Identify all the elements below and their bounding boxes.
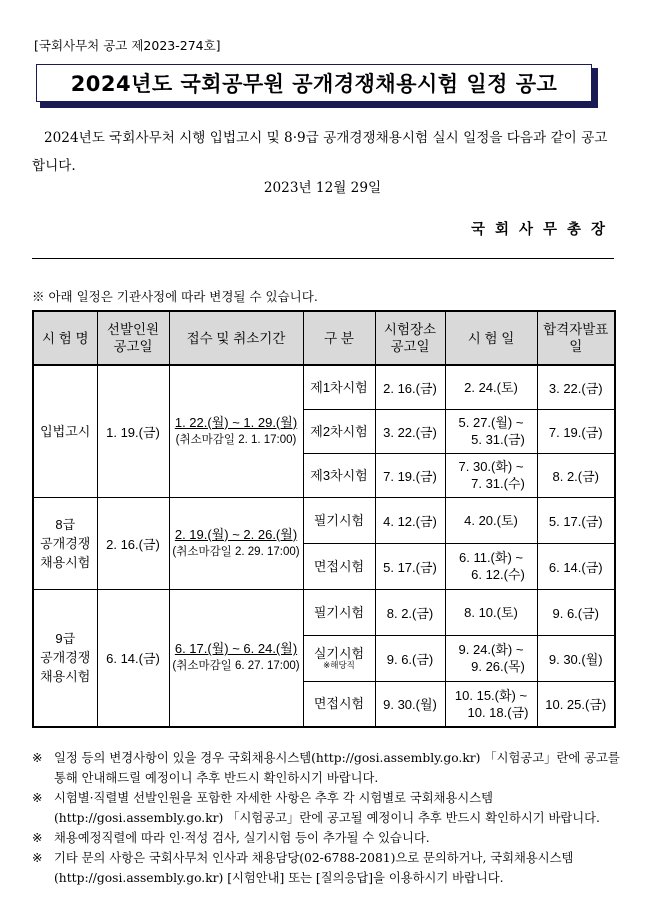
header-period: 접수 및 취소기간 [169,311,303,365]
schedule-change-note: ※ 아래 일정은 기관사정에 따라 변경될 수 있습니다. [32,289,318,304]
quota-date-cell: 2. 16.(금) [97,497,169,589]
exam-date-line: 9. 26.(목) [471,659,525,674]
table-row [33,365,615,409]
venue-date-cell: 3. 22.(금) [375,409,445,453]
category-cell [303,543,375,589]
application-period-cell [169,365,303,497]
exam-name-line: 입법고시 [40,423,91,439]
category-label: 면접시험 [313,558,365,574]
exam-date-line: 5. 27.(월) ~ [458,415,524,430]
exam-date-line: 7. 31.(수) [471,476,525,491]
footnote [32,828,622,848]
period-range: 6. 17.(월) ~ 6. 24.(월) [174,641,298,657]
exam-name-line: 공개경쟁 [40,650,91,666]
exam-date-line: 10. 15.(화) ~ [454,687,528,703]
result-date-cell: 7. 19.(금) [537,409,615,453]
exam-date-line: 6. 11.(화) ~ [459,550,523,565]
category-label: 실기시험 [313,646,365,661]
exam-name-line: 8급 [55,516,76,532]
exam-date-cell [445,635,537,681]
schedule-table [32,310,616,728]
signer: 국회사무총장 [470,222,615,238]
category-cell [303,409,375,453]
venue-date-cell: 4. 12.(금) [375,497,445,543]
exam-date-line: 4. 20.(토) [464,512,518,528]
footnotes [32,748,622,888]
footnote [32,748,622,788]
period-range: 1. 22.(월) ~ 1. 29.(월) [174,414,298,430]
exam-date-line: 7. 30.(화) ~ [458,459,524,474]
category-cell [303,365,375,409]
application-period-cell [169,589,303,727]
category-label: 필기시험 [313,512,365,528]
notice-number: [국회사무처 공고 제2023-274호] [34,38,221,53]
result-date-cell: 9. 6.(금) [537,589,615,635]
category-label: 필기시험 [313,604,365,620]
exam-date-cell [445,453,537,497]
footnote [32,848,622,888]
venue-date-cell: 7. 19.(금) [375,453,445,497]
header-exam-name: 시 험 명 [33,311,97,365]
result-date-cell: 3. 22.(금) [537,365,615,409]
exam-date-line: 8. 10.(토) [464,604,518,620]
table-header-row [33,311,615,365]
footnote-mark: ※ [32,851,43,865]
intro-paragraph: 2024년도 국회사무처 시행 입법고시 및 8·9급 공개경쟁채용시험 실시 일정을 다음과 같이 공고합니다. [32,130,608,174]
venue-date-cell: 2. 16.(금) [375,365,445,409]
exam-name-line: 공개경쟁 [40,535,91,551]
category-label: 제2차시험 [310,423,368,439]
footnote-text: 시험별·직렬별 선발인원을 포함한 자세한 사항은 추후 각 시험별로 국회채용시스템(http://gosi.assembly.go.kr) 「시험공고」란에 공고될 예정이니 추후 반드시 확인하시기 바랍니다. [54,791,600,825]
venue-date-cell: 9. 30.(월) [375,681,445,727]
header-quota-date: 선발인원 공고일 [97,311,169,365]
period-range: 2. 19.(월) ~ 2. 26.(월) [174,526,298,542]
table-row [33,589,615,635]
footnote-text: 기타 문의 사항은 국회사무처 인사과 채용담당(02-6788-2081)으로 문의하거나, 국회채용시스템 (http://gosi.assembly.go.kr) [시험안내] 또는 [질의응답]을 이용하시기 바랍니다. [54,851,574,885]
header-result-date: 합격자발표일 [537,311,615,365]
footnote-text: 일정 등의 변경사항이 있을 경우 국회채용시스템(http://gosi.assembly.go.kr) 「시험공고」란에 공고를 통해 안내해드릴 예정이니 추후 반드시 확인하시기 바랍니다. [54,751,620,785]
exam-date-line: 2. 24.(토) [464,379,518,395]
header-exam-date: 시 험 일 [445,311,537,365]
result-date-cell: 9. 30.(월) [537,635,615,681]
category-cell [303,453,375,497]
exam-date-line: 6. 12.(수) [471,567,525,582]
footnote [32,788,622,828]
footnote-mark: ※ [32,751,43,765]
exam-date-line: 5. 31.(금) [471,432,525,447]
exam-date-cell [445,589,537,635]
venue-date-cell: 9. 6.(금) [375,635,445,681]
exam-name-line: 채용시험 [40,669,91,685]
divider [32,258,614,259]
result-date-cell: 8. 2.(금) [537,453,615,497]
category-label: 제1차시험 [310,379,368,395]
venue-date-cell: 5. 17.(금) [375,543,445,589]
category-label: 제3차시험 [310,467,368,483]
exam-date-cell [445,497,537,543]
exam-date-line: 9. 24.(화) ~ [458,642,524,657]
exam-date-line: 10. 18.(금) [467,704,529,720]
category-cell [303,497,375,543]
result-date-cell: 5. 17.(금) [537,497,615,543]
exam-date-cell [445,681,537,727]
category-sub-label: ※해당직 [323,660,355,670]
category-label: 면접시험 [313,696,365,712]
category-cell [303,635,375,681]
venue-date-cell: 8. 2.(금) [375,589,445,635]
footnote-mark: ※ [32,831,43,845]
exam-name-cell [33,497,97,589]
footnote-text: 채용예정직렬에 따라 인·적성 검사, 실기시험 등이 추가될 수 있습니다. [54,831,430,845]
cancel-deadline: (취소마감일 6. 27. 17:00) [172,660,300,673]
title-box [36,64,592,102]
page-title: 2024년도 국회공무원 공개경쟁채용시험 일정 공고 [70,72,558,96]
exam-name-line: 9급 [55,631,76,647]
table-row [33,497,615,543]
exam-date-cell [445,365,537,409]
notice-date: 2023년 12월 29일 [263,180,382,196]
header-category: 구 분 [303,311,375,365]
category-cell [303,681,375,727]
result-date-cell: 6. 14.(금) [537,543,615,589]
exam-name-cell [33,589,97,727]
application-period-cell [169,497,303,589]
exam-name-cell [33,365,97,497]
cancel-deadline: (취소마감일 2. 29. 17:00) [172,545,300,558]
exam-name-line: 채용시험 [40,554,91,570]
footnote-mark: ※ [32,791,43,805]
quota-date-cell: 6. 14.(금) [97,589,169,727]
cancel-deadline: (취소마감일 2. 1. 17:00) [175,433,297,446]
result-date-cell: 10. 25.(금) [537,681,615,727]
category-cell [303,589,375,635]
exam-date-cell [445,543,537,589]
header-venue-date: 시험장소 공고일 [375,311,445,365]
quota-date-cell: 1. 19.(금) [97,365,169,497]
table-body [33,365,615,727]
exam-date-cell [445,409,537,453]
